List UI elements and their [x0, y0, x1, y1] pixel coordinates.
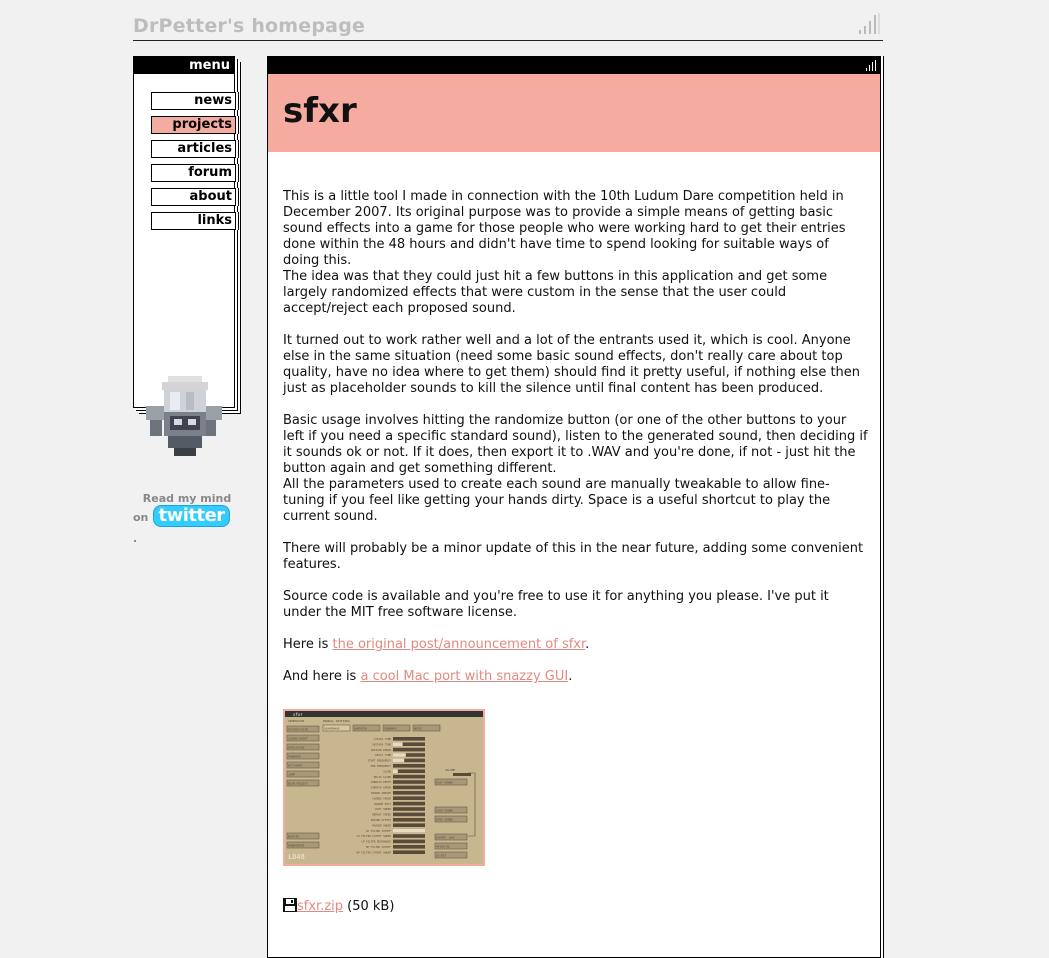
- screenshot-param-fill: [393, 759, 404, 763]
- screenshot-manual-label: MANUAL SETTINGS: [323, 719, 351, 723]
- menu-item-forum[interactable]: forum: [151, 164, 236, 182]
- screenshot-param-fill: [393, 769, 398, 773]
- screenshot-gen-label: BLIP/SELECT: [288, 781, 308, 786]
- screenshot-param-fill: [393, 742, 403, 746]
- menu-item-about[interactable]: about: [151, 188, 236, 206]
- screenshot-param-track: [393, 802, 425, 806]
- screenshot-param-label: LP FILTER CUTOFF: [366, 829, 391, 833]
- download-row: [283, 898, 868, 915]
- screenshot-randomize-label: RANDOMIZE: [288, 843, 305, 848]
- screenshot-param-label: HP FILTER CUTOFF SWEEP: [356, 851, 391, 855]
- screenshot-param-track: [393, 813, 425, 817]
- paragraph-line: All the parameters used to create each sound are manually tweakable to allow fine-tuning if you feel like getting your hands dirty. Space is a useful shortcut to play the current sound.: [283, 477, 831, 524]
- menu-panel: [133, 56, 235, 408]
- screenshot-logo: LD48: [288, 853, 305, 861]
- link-paragraph-original: [283, 637, 868, 653]
- screenshot-param-label: CHANGE AMOUNT: [370, 792, 391, 795]
- screenshot-param-fill: [393, 753, 406, 757]
- screenshot-side-label: EXPORT .WAV: [436, 835, 455, 840]
- screenshot-param-track: [393, 764, 425, 768]
- screenshot-titlebar: [285, 711, 483, 717]
- screenshot-param-track: [393, 791, 425, 795]
- sfxr-screenshot[interactable]: [283, 709, 485, 866]
- article-body: [283, 189, 868, 915]
- file-size: (50 kB): [347, 899, 395, 914]
- floppy-disk-icon: [283, 898, 297, 912]
- sfxr-zip-link[interactable]: sfxr.zip: [297, 899, 344, 914]
- paragraph: [283, 189, 868, 317]
- screenshot-param-label: SUSTAIN TIME: [372, 743, 391, 747]
- screenshot-param-track: [393, 850, 425, 854]
- screenshot-app-title: sfxr: [293, 712, 303, 717]
- menu-item-links[interactable]: links: [151, 212, 236, 230]
- screenshot-wave-label: SAWTOOTH: [354, 727, 367, 731]
- screenshot-param-label: DUTY SWEEP: [375, 808, 391, 812]
- screenshot-param-label: MIN FREQUENCY: [370, 765, 391, 768]
- site-title: DrPetter's homepage: [133, 15, 366, 37]
- screenshot-param-label: HP FILTER CUTOFF: [366, 846, 391, 849]
- twitter-on-text: on: [133, 511, 149, 524]
- screenshot-gen-label: LASER/SHOOT: [288, 736, 308, 741]
- page-title: sfxr: [283, 91, 357, 131]
- screenshot-param-track: [393, 796, 425, 800]
- link-paragraph-mac: [283, 669, 868, 685]
- signal-bars-icon: [857, 13, 881, 35]
- screenshot-param-track: [393, 834, 425, 838]
- screenshot-param-label: LP FILTER CUTOFF SWEEP: [356, 835, 391, 839]
- title-banner: [268, 74, 880, 152]
- screenshot-param-track: [393, 780, 425, 784]
- screenshot-param-track: [393, 807, 425, 811]
- twitter-dot-text: .: [133, 532, 138, 545]
- paragraph-line: Source code is available and you're free to use it for anything you please. I've put it under the MIT free software license.: [283, 589, 829, 620]
- mac-port-link[interactable]: a cool Mac port with snazzy GUI: [360, 669, 569, 684]
- screenshot-param-track: [393, 786, 425, 790]
- screenshot-param-label: DELTA SLIDE: [373, 775, 391, 779]
- screenshot-param-label: DECAY TIME: [375, 754, 391, 758]
- screenshot-param-track: [393, 775, 425, 779]
- menu-item-projects[interactable]: projects: [151, 116, 236, 134]
- screenshot-param-label: PHASER OFFSET: [370, 819, 391, 822]
- paragraph-line: This is a little tool I made in connection with the 10th Ludum Dare competition held in December 2007. Its original purpose was to provide a simple means of getting basic sound effects into a game for those people who were working hard to get their entries done within the 48 hours and didn't have time to spend looking for suitable ways of doing this.: [283, 189, 846, 268]
- screenshot-param-track: [393, 840, 425, 844]
- paragraph-line: There will probably be a minor update of this in the near future, adding some convenient features.: [283, 541, 864, 572]
- paragraph-line: The idea was that they could just hit a few buttons in this application and get some largely randomized effects that were custom in the sense that the user could accept/reject each proposed sound.: [283, 269, 828, 316]
- screenshot-mutate-label: MUTATE: [288, 834, 299, 839]
- screenshot-param-track: [393, 845, 425, 849]
- screenshot-param-label: VIBRATO SPEED: [370, 786, 391, 790]
- twitter-logo-link[interactable]: twitter: [153, 505, 229, 527]
- screenshot-side-label: 16-BIT: [436, 853, 447, 858]
- screenshot-param-track: [393, 748, 425, 752]
- read-my-mind-text: Read my mind: [142, 492, 232, 505]
- screenshot-param-label: SLIDE: [383, 770, 391, 774]
- paragraph: [283, 589, 868, 621]
- menu-heading: menu: [134, 57, 234, 74]
- screenshot-param-label: SQUARE DUTY: [373, 802, 391, 806]
- twitter-promo: [133, 492, 233, 546]
- link-prefix: Here is: [283, 637, 333, 652]
- screenshot-param-track: [393, 737, 425, 741]
- screenshot-side-label: PLAY SOUND: [436, 780, 453, 785]
- screenshot-side-label: 44100 HZ: [436, 844, 450, 849]
- screenshot-param-label: LP FILTER RESONANCE: [361, 840, 391, 844]
- paragraph: [283, 333, 868, 397]
- menu-item-news[interactable]: news: [151, 92, 236, 110]
- screenshot-volume-label: VOLUME: [445, 768, 456, 772]
- screenshot-generator-label: GENERATOR: [288, 719, 305, 723]
- link-suffix: .: [585, 637, 590, 652]
- screenshot-param-label: SUSTAIN PUNCH: [370, 748, 391, 752]
- screenshot-side-label: LOAD SOUND: [436, 808, 453, 813]
- title-rule: [133, 40, 883, 41]
- sfxr-screenshot-image: [283, 709, 485, 866]
- original-post-link[interactable]: the original post/announcement of sfxr: [332, 637, 586, 652]
- content-topbar: [268, 57, 880, 74]
- screenshot-gen-label: POWERUP: [288, 754, 301, 759]
- content-panel: [267, 56, 881, 958]
- screenshot-param-label: ATTACK TIME: [373, 738, 391, 741]
- screenshot-gen-label: EXPLOSION: [288, 745, 305, 750]
- robot-mascot-icon: [140, 376, 224, 458]
- screenshot-param-label: VIBRATO DEPTH: [370, 781, 391, 785]
- screenshot-wave-label: NOISE: [414, 727, 422, 731]
- screenshot-param-label: CHANGE SPEED: [372, 797, 391, 801]
- screenshot-param-label: PHASER SWEEP: [372, 824, 391, 828]
- screenshot-param-fill: [393, 829, 425, 833]
- link-suffix: .: [568, 669, 573, 684]
- paragraph-line: It turned out to work rather well and a lot of the entrants used it, which is cool. Anyone else in the same situation (need some basic sound effects, don't really care about top quality, have no idea where to get them) should find it pretty useful, if nothing else then just as placeholder sounds to kill the silence until final content has been produced.: [283, 333, 861, 396]
- screenshot-volume-track: [453, 773, 471, 776]
- menu-item-articles[interactable]: articles: [151, 140, 236, 158]
- screenshot-param-track: [393, 818, 425, 822]
- screenshot-side-label: SAVE SOUND: [436, 817, 453, 822]
- screenshot-param-label: REPEAT SPEED: [372, 813, 391, 817]
- link-prefix: And here is: [283, 669, 361, 684]
- screenshot-param-label: START FREQUENCY: [367, 759, 391, 763]
- screenshot-param-track: [393, 823, 425, 827]
- screenshot-wave-label: SINEWAVE: [384, 727, 397, 731]
- paragraph: [283, 413, 868, 525]
- paragraph: [283, 541, 868, 573]
- menu-list: [151, 92, 236, 236]
- screenshot-gen-label: HIT/HURT: [288, 763, 303, 768]
- screenshot-gen-label: PICKUP/COIN: [288, 727, 308, 732]
- mini-signal-icon: [866, 60, 876, 71]
- screenshot-wave-label: SQUAREWAVE: [324, 727, 340, 731]
- paragraph-line: Basic usage involves hitting the randomize button (or one of the other buttons to your left if you need a specific standard sound), listen to the generated sound, then deciding if it sounds ok or not. If it does, then export it to .WAV and you're done, if not - just hit the button again and get something different.: [283, 413, 868, 476]
- screenshot-gen-label: JUMP: [288, 772, 296, 777]
